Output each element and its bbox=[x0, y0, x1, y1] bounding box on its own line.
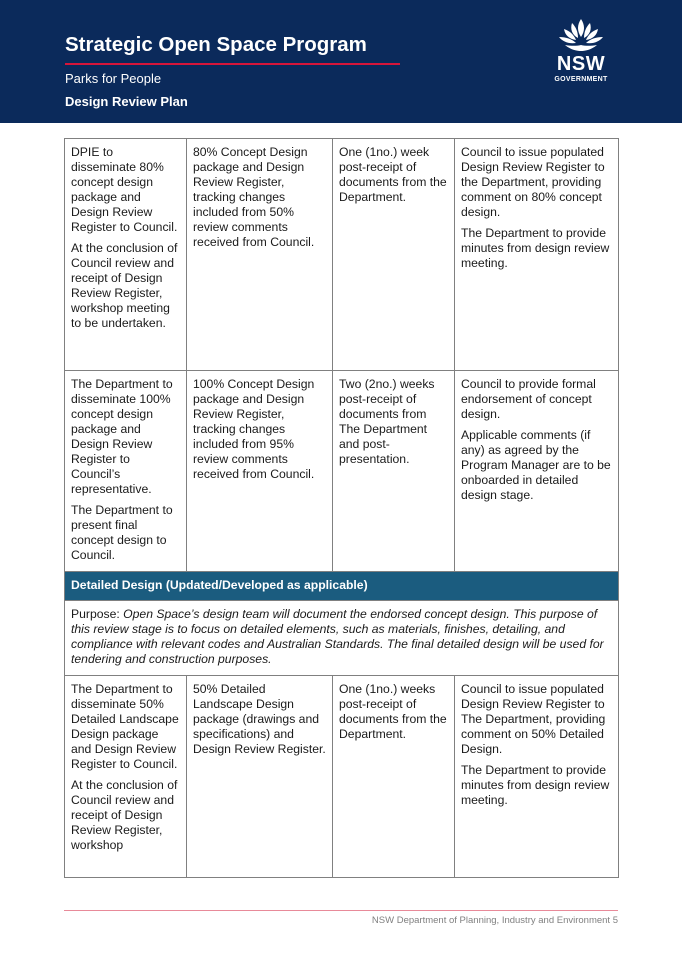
cell-paragraph: Council to issue populated Design Review Register to the Department, providing comment on 80% concept design. bbox=[461, 145, 605, 219]
design-review-table bbox=[64, 138, 619, 878]
cell-paragraph: One (1no.) weeks post-receipt of documents from the Department. bbox=[339, 682, 447, 741]
logo-government-text: GOVERNMENT bbox=[554, 76, 608, 83]
table-cell bbox=[333, 371, 455, 572]
cell-paragraph: 80% Concept Design package and Design Review Register, tracking changes included from 50% review comments received from Council. bbox=[193, 145, 315, 249]
table-cell bbox=[333, 139, 455, 371]
page-footer: NSW Department of Planning, Industry and Environment 5 bbox=[371, 915, 618, 926]
logo-nsw-text: NSW bbox=[556, 53, 606, 75]
cell-paragraph: Council to provide formal endorsement of concept design. bbox=[461, 377, 596, 421]
table-cell bbox=[455, 371, 619, 572]
page-header bbox=[0, 0, 682, 123]
cell-paragraph: The Department to disseminate 100% concept design package and Design Review Register to Council’s representative. bbox=[71, 377, 173, 496]
table-cell bbox=[187, 139, 333, 371]
table-cell bbox=[65, 676, 187, 878]
cell-paragraph: DPIE to disseminate 80% concept design package and Design Review Register to Council. bbox=[71, 145, 178, 234]
cell-paragraph: The Department to present final concept design to Council. bbox=[71, 503, 173, 562]
table-cell bbox=[187, 371, 333, 572]
cell-paragraph: At the conclusion of Council review and receipt of Design Review Register, workshop meeting to be undertaken. bbox=[71, 241, 178, 330]
document-section: Design Review Plan bbox=[65, 94, 188, 109]
table-row bbox=[65, 676, 619, 878]
table-row bbox=[65, 139, 619, 371]
section-heading-row bbox=[65, 572, 619, 601]
cell-paragraph: The Department to disseminate 50% Detailed Landscape Design package and Design Review Register to Council. bbox=[71, 682, 179, 771]
table-row bbox=[65, 371, 619, 572]
document-title: Strategic Open Space Program bbox=[65, 33, 367, 56]
title-underline bbox=[65, 63, 400, 65]
table-cell bbox=[187, 676, 333, 878]
cell-paragraph: Two (2no.) weeks post-receipt of documents from The Department and post-presentation. bbox=[339, 377, 435, 466]
purpose-text: Open Space’s design team will document the endorsed concept design. This purpose of this review stage is to focus on detailed elements, such as materials, finishes, detailing, and compliance with relevant codes and Australian Standards. The final detailed design will be used for tendering and construction purposes. bbox=[71, 607, 604, 666]
purpose-label: Purpose: bbox=[71, 607, 124, 621]
purpose-cell bbox=[65, 601, 619, 676]
section-heading: Detailed Design (Updated/Developed as applicable) bbox=[65, 572, 619, 601]
table-cell bbox=[65, 139, 187, 371]
table-cell bbox=[333, 676, 455, 878]
footer-divider bbox=[64, 910, 618, 911]
cell-paragraph: Applicable comments (if any) as agreed by the Program Manager are to be onboarded in detailed design stage. bbox=[461, 428, 611, 502]
nsw-government-logo bbox=[549, 17, 613, 89]
cell-paragraph: 50% Detailed Landscape Design package (drawings and specifications) and Design Review Register. bbox=[193, 682, 326, 756]
document-subtitle: Parks for People bbox=[65, 71, 162, 86]
cell-paragraph: The Department to provide minutes from design review meeting. bbox=[461, 226, 610, 270]
cell-paragraph: At the conclusion of Council review and receipt of Design Review Register, workshop bbox=[71, 778, 178, 852]
cell-paragraph: The Department to provide minutes from design review meeting. bbox=[461, 763, 610, 807]
table-cell bbox=[455, 139, 619, 371]
table-cell bbox=[65, 371, 187, 572]
table-cell bbox=[455, 676, 619, 878]
waratah-icon bbox=[557, 17, 605, 53]
cell-paragraph: One (1no.) week post-receipt of documents from the Department. bbox=[339, 145, 447, 204]
purpose-row bbox=[65, 601, 619, 676]
cell-paragraph: Council to issue populated Design Review Register to The Department, providing comment on 50% Detailed Design. bbox=[461, 682, 606, 756]
cell-paragraph: 100% Concept Design package and Design Review Register, tracking changes included from 95% review comments received from Council. bbox=[193, 377, 315, 481]
